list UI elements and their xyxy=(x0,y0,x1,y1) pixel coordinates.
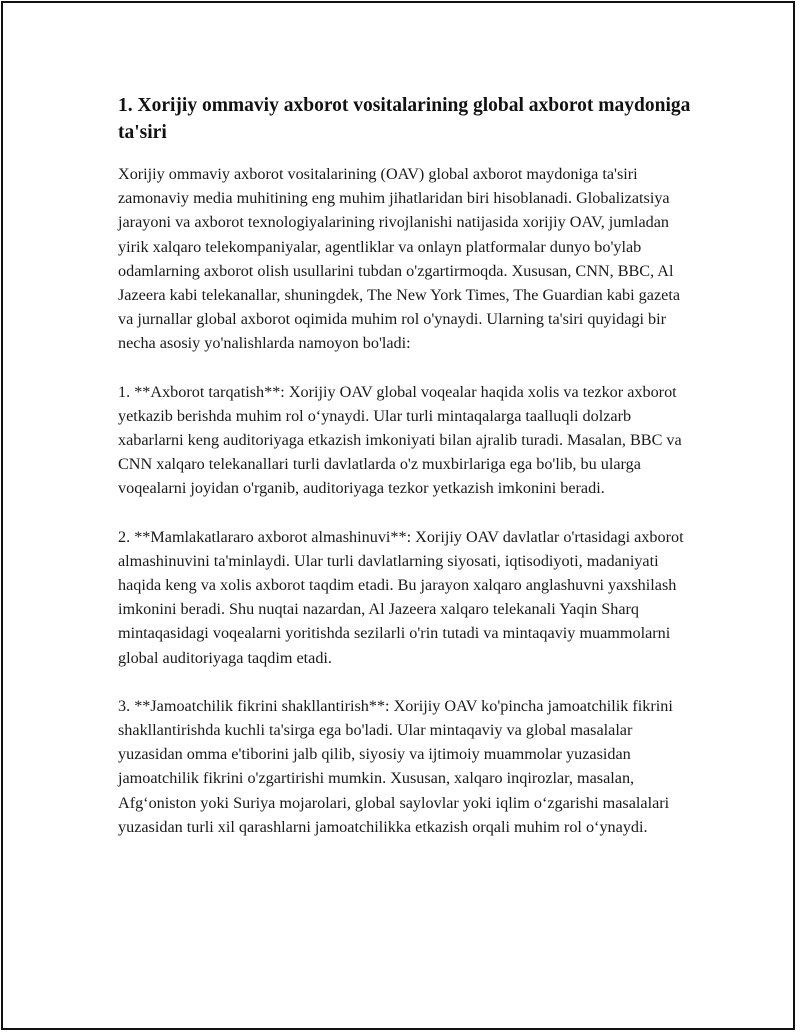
document-body xyxy=(118,92,698,863)
section-heading: 1. Xorijiy ommaviy axborot vositalarining global axborot maydoniga ta'siri xyxy=(118,95,691,143)
point-3-paragraph: 3. **Jamoatchilik fikrini shakllantirish**: Xorijiy OAV ko'pincha jamoatchilik fikrini shakllantirishda kuchli ta'sirga ega bo'ladi. Ular mintaqaviy va global masalalar yuzasidan omma e'tiborini jalb qilib, siyosiy va ijtimoiy muammolar yuzasidan jamoatchilik fikrini o'zgartirishi mumkin. Xususan, xalqaro inqirozlar, masalan, Afg‘oniston yoki Suriya mojarolari, global saylovlar yoki iqlim o‘zgarishi masalalari yuzasidan turli xil qarashlarni jamoatchilikka etkazish orqali muhim rol o‘ynaydi. xyxy=(118,696,673,836)
point-2-paragraph: 2. **Mamlakatlararo axborot almashinuvi**: Xorijiy OAV davlatlar o'rtasidagi axborot almashinuvini ta'minlaydi. Ular turli davlatlarning siyosati, iqtisodiyoti, madaniyati haqida keng va xolis axborot taqdim etadi. Bu jarayon xalqaro anglashuvni yaxshilash imkonini beradi. Shu nuqtai nazardan, Al Jazeera xalqaro telekanali Yaqin Sharq mintaqasidagi voqealarni yoritishda sezilarli o'rin tutadi va mintaqaviy muammolarni global auditoriyaga taqdim etadi. xyxy=(118,527,684,667)
point-1-paragraph: 1. **Axborot tarqatish**: Xorijiy OAV global voqealar haqida xolis va tezkor axborot yetkazib berishda muhim rol o‘ynaydi. Ular turli mintaqalarga taalluqli dolzarb xabarlarni keng auditoriyaga etkazish imkoniyati bilan ajralib turadi. Masalan, BBC va CNN xalqaro telekanallari turli davlatlarda o'z muxbirlariga ega bo'lib, bu ularga voqealarni joyidan o'rganib, auditoriyaga tezkor yetkazish imkonini beradi. xyxy=(118,382,682,498)
intro-paragraph: Xorijiy ommaviy axborot vositalarining (OAV) global axborot maydoniga ta'siri zamonaviy media muhitining eng muhim jihatlaridan biri hisoblanadi. Globalizatsiya jarayoni va axborot texnologiyalarining rivojlanishi natijasida xorijiy OAV, jumladan yirik xalqaro telekompaniyalar, agentliklar va onlayn platformalar dunyo bo'ylab odamlarning axborot olish usullarini tubdan o'zgartirmoqda. Xususan, CNN, BBC, Al Jazeera kabi telekanallar, shuningdek, The New York Times, The Guardian kabi gazeta va jurnallar global axborot oqimida muhim rol o'ynaydi. Ularning ta'siri quyidagi bir necha asosiy yo'nalishlarda namoyon bo'ladi: xyxy=(118,165,681,353)
